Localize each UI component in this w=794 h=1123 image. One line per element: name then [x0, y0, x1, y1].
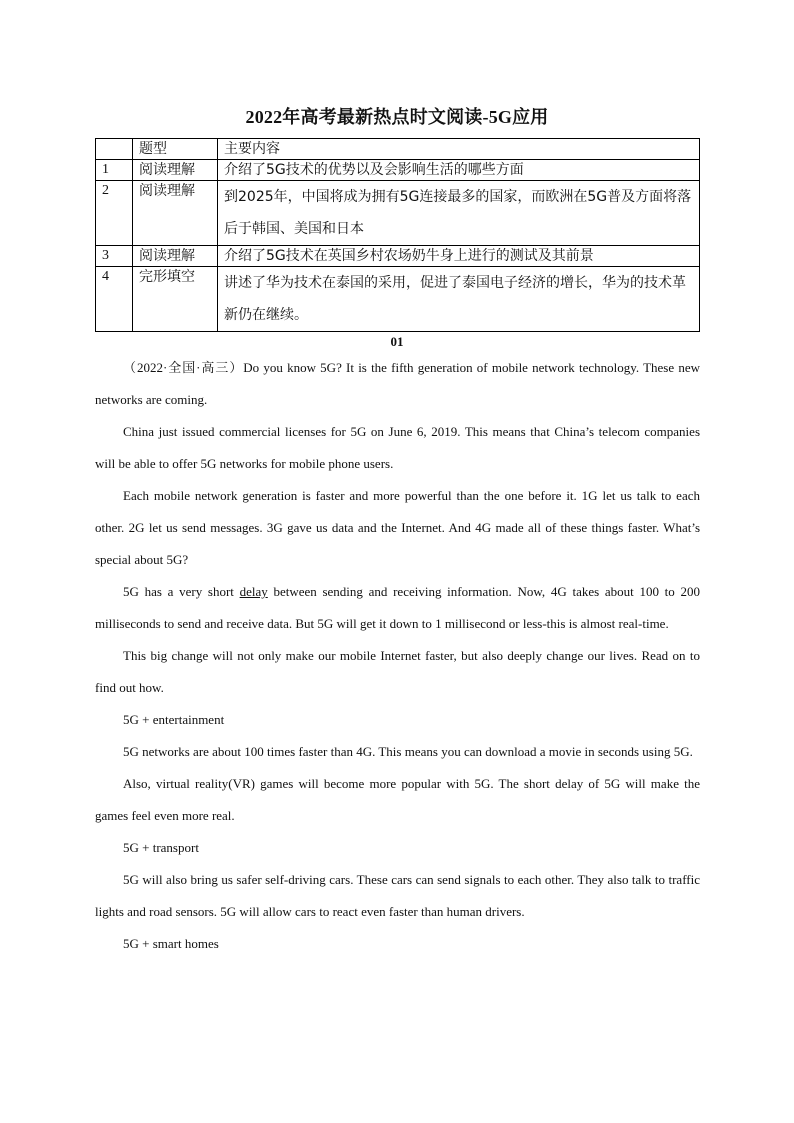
row-content: 介绍了5G技术的优势以及会影响生活的哪些方面	[218, 160, 700, 181]
row-content: 介绍了5G技术在英国乡村农场奶牛身上进行的测试及其前景	[218, 246, 700, 267]
row-type: 阅读理解	[133, 181, 218, 246]
article-body	[95, 352, 700, 960]
paragraph: Each mobile network generation is faster and more powerful than the one before it. 1G let us talk to each other. 2G let us send messages. 3G gave us data and the Internet. And 4G made all of these things faster. What’s special about 5G?	[95, 488, 700, 567]
row-content: 到2025年，中国将成为拥有5G连接最多的国家，而欧洲在5G普及方面将落后于韩国、美国和日本	[218, 181, 700, 246]
paragraph: Also, virtual reality(VR) games will become more popular with 5G. The short delay of 5G will make the games feel even more real.	[95, 776, 700, 823]
table-header-row	[96, 139, 700, 160]
row-type: 阅读理解	[133, 246, 218, 267]
header-cell-number	[96, 139, 133, 160]
text-run: between sending and receiving information. Now, 4G takes about 100 to 200 milliseconds to send and receive data. But 5G will get it down to 1 millisecond or less-this is almost real-time.	[95, 584, 700, 631]
underlined-word: delay	[239, 584, 268, 599]
row-content: 讲述了华为技术在泰国的采用，促进了泰国电子经济的增长，华为的技术革新仍在继续。	[218, 267, 700, 332]
text-run: 5G has a very short	[123, 584, 240, 599]
paragraph: （2022·全国·高三）Do you know 5G? It is the fifth generation of mobile network technology. These new networks are coming.	[95, 360, 700, 407]
row-number: 4	[96, 267, 133, 332]
document-title: 2022年高考最新热点时文阅读-5G应用	[245, 107, 549, 127]
subheading: 5G + smart homes	[123, 936, 219, 951]
table-row	[96, 267, 700, 332]
table-row	[96, 181, 700, 246]
table-row	[96, 160, 700, 181]
row-number: 1	[96, 160, 133, 181]
paragraph: China just issued commercial licenses for 5G on June 6, 2019. This means that China’s telecom companies will be able to offer 5G networks for mobile phone users.	[95, 424, 700, 471]
table-row	[96, 246, 700, 267]
header-cell-content: 主要内容	[218, 139, 700, 160]
paragraph: 5G will also bring us safer self-driving cars. These cars can send signals to each other. They also talk to traffic lights and road sensors. 5G will allow cars to react even faster than human drivers.	[95, 872, 700, 919]
subheading: 5G + entertainment	[123, 712, 225, 727]
row-type: 阅读理解	[133, 160, 218, 181]
paragraph: This big change will not only make our mobile Internet faster, but also deeply change our lives. Read on to find out how.	[95, 648, 700, 695]
subheading: 5G + transport	[123, 840, 199, 855]
summary-table	[95, 138, 700, 332]
row-number: 3	[96, 246, 133, 267]
paragraph	[95, 576, 700, 640]
paragraph: 5G networks are about 100 times faster than 4G. This means you can download a movie in seconds using 5G.	[123, 744, 693, 759]
section-number: 01	[390, 334, 404, 349]
header-cell-type: 题型	[133, 139, 218, 160]
row-number: 2	[96, 181, 133, 246]
row-type: 完形填空	[133, 267, 218, 332]
